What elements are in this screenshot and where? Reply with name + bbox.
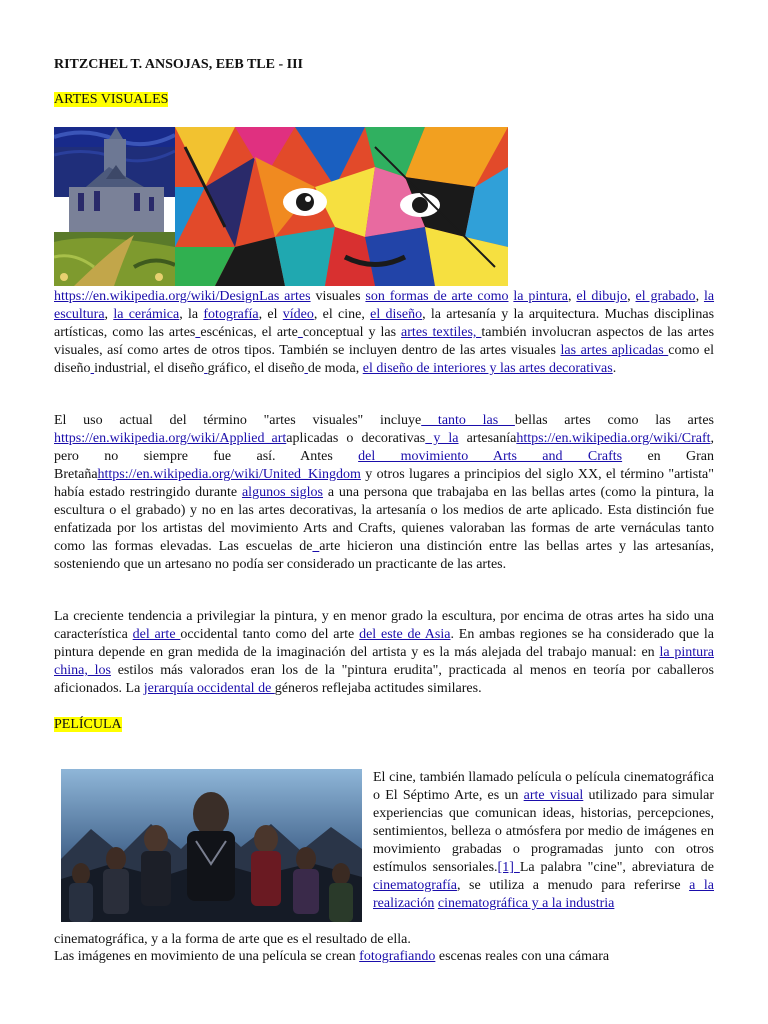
- text-span: La palabra "cine", abreviatura de: [519, 860, 714, 875]
- link-united-kingdom-url[interactable]: https://en.wikipedia.org/wiki/United_Kingdom: [97, 467, 361, 482]
- link-el-dibujo[interactable]: el dibujo: [576, 289, 628, 304]
- text-span: ,: [695, 289, 704, 304]
- link-las-artes[interactable]: Las artes: [259, 289, 311, 304]
- text-span: .: [612, 361, 617, 376]
- link-movimiento-arts-crafts[interactable]: del movimiento Arts and Crafts: [358, 449, 623, 464]
- link-la-pintura[interactable]: la pintura: [513, 289, 568, 304]
- text-span: a una persona que trabajaba en las bellas artes (como la pintura, la escultura o el grabado) y no en las artes decorativas, la artesanía o los medios de arte aplicado. Esta distinción fue enfatizada por los artistas del movimiento Arts and Crafts, quienes valoraban las formas de arte vernáculas tanto como las formas elevadas. Las escuelas de: [54, 485, 715, 554]
- link-artes-aplicadas[interactable]: las artes aplicadas: [560, 343, 669, 358]
- section-title-text: PELÍCULA: [54, 717, 122, 732]
- text-span: de moda,: [307, 361, 363, 376]
- paragraph-pelicula-continued: [54, 931, 714, 949]
- text-span: y otros lugares a principios del siglo XX, el término "artista" había estado restringido durante: [54, 467, 714, 500]
- link-son-formas[interactable]: son formas de arte como: [365, 289, 509, 304]
- link-el-diseno[interactable]: el diseño: [370, 307, 423, 322]
- text-span: aplicadas o decorativas: [286, 431, 426, 446]
- link-del-arte[interactable]: del arte: [132, 627, 181, 642]
- link-fotografia[interactable]: fotografía: [203, 307, 259, 322]
- link-la[interactable]: la: [703, 289, 715, 304]
- text-span: industrial, el diseño: [94, 361, 205, 376]
- text-span: arte hicieron una distinción entre las bellas artes y las artesanías, sosteniendo que un artesano no podía ser considerado un practicante de las artes.: [54, 539, 714, 572]
- link-la-ceramica[interactable]: la cerámica: [113, 307, 180, 322]
- section-title-artes-visuales: [54, 91, 714, 109]
- text-span: El uso actual del término "artes visuales" incluye: [54, 413, 422, 428]
- text-span: conceptual y las: [302, 325, 402, 340]
- link-jerarquia-occidental[interactable]: jerarquía occidental de: [143, 681, 275, 696]
- author-heading: RITZCHEL T. ANSOJAS, EEB TLE - III: [54, 57, 303, 72]
- text-span: ,: [104, 307, 114, 322]
- text-span: como el diseño: [54, 343, 715, 376]
- link-cinematografia[interactable]: cinematografía: [373, 878, 457, 893]
- text-span: , el cine,: [313, 307, 371, 322]
- link-arte-visual[interactable]: arte visual: [523, 788, 584, 803]
- text-span: Las imágenes en movimiento de una película se crean: [54, 949, 360, 964]
- text-span: escenas reales con una cámara: [435, 949, 610, 964]
- section-title-pelicula: [54, 716, 714, 734]
- text-span: artesanía: [458, 431, 517, 446]
- text-span: en Gran Bretaña: [54, 449, 715, 482]
- text-span: utilizado para simular experiencias que comunican ideas, historias, percepciones, sentimientos, belleza o atmósfera por medio de imágenes en movimiento grabadas o programadas junto con otros estímulos sensoriales.: [373, 788, 714, 875]
- link-diseno-interiores[interactable]: el diseño de interiores y las artes decorativas: [362, 361, 613, 376]
- link-reference-1[interactable]: [1]: [497, 860, 520, 875]
- text-span: también involucran aspectos de las artes visuales, así como artes de otros tipos. También se incluyen dentro de las artes visuales: [54, 325, 715, 358]
- text-span: , la: [179, 307, 204, 322]
- paragraph-artes-visuales-2: [54, 412, 714, 574]
- text-span: gráfico, el diseño: [207, 361, 305, 376]
- text-span: . En ambas regiones se ha considerado que la pintura depende en gran medida de la imaginación del artista y es la más alejada del trabajo manual: en: [54, 627, 714, 660]
- text-span: La creciente tendencia a privilegiar la pintura, y en menor grado la escultura, por encima de otras artes ha sido una característica: [54, 609, 714, 642]
- text-span: , pero no siempre fue así. Antes: [54, 431, 715, 464]
- text-span: visuales: [310, 289, 366, 304]
- link-design-url[interactable]: https://en.wikipedia.org/wiki/Design: [54, 289, 260, 304]
- geometric-art-image: [175, 127, 508, 286]
- link-craft-url[interactable]: https://en.wikipedia.org/wiki/Craft: [516, 431, 711, 446]
- paragraph-pelicula-2: [54, 948, 714, 966]
- section-title-text: ARTES VISUALES: [54, 92, 169, 107]
- text-span: cinematográfica, y a la forma de arte que es el resultado de ella.: [54, 932, 411, 947]
- text-span: , se utiliza a menudo para referirse: [456, 878, 690, 893]
- text-span: El cine, también llamado película o película cinematográfica o El Séptimo Arte, es un: [373, 770, 714, 803]
- link-tanto-las[interactable]: tanto las: [421, 413, 515, 428]
- text-span: escénicas, el arte: [200, 325, 298, 340]
- paragraph-artes-visuales-3: [54, 608, 714, 698]
- text-span: bellas artes como las artes: [514, 413, 714, 428]
- link-algunos-siglos[interactable]: algunos siglos: [241, 485, 324, 500]
- link-pintura-china[interactable]: la pintura china, los: [54, 645, 714, 678]
- link-este-de-asia[interactable]: del este de Asia: [359, 627, 451, 642]
- text-span: , el: [258, 307, 283, 322]
- paragraph-pelicula-wrap: [373, 769, 714, 913]
- link-applied-art-url[interactable]: https://en.wikipedia.org/wiki/Applied_art: [54, 431, 287, 446]
- text-span: ,: [568, 289, 577, 304]
- text-span: estilos más valorados eran los de la "pintura erudita", practicada al menos en teoría por caballeros aficionados. La: [54, 663, 714, 696]
- text-span: , la artesanía y la arquitectura. Muchas disciplinas artísticas, como las artes: [54, 307, 715, 340]
- link-artes-textiles[interactable]: artes textiles,: [401, 325, 482, 340]
- link-y-la[interactable]: y la: [425, 431, 459, 446]
- text-span: ,: [627, 289, 636, 304]
- link-video[interactable]: vídeo: [282, 307, 314, 322]
- paragraph-artes-visuales-1: [54, 288, 714, 378]
- text-span: occidental tanto como del arte: [180, 627, 360, 642]
- link-el-grabado[interactable]: el grabado: [635, 289, 696, 304]
- link-a-la-realizacion[interactable]: a la realización: [373, 878, 714, 911]
- church-painting-image: [54, 127, 175, 286]
- link-fotografiando[interactable]: fotografiando: [359, 949, 436, 964]
- link-escultura[interactable]: escultura: [54, 307, 105, 322]
- movie-poster-image: [61, 769, 362, 922]
- link-industria-cinematografica[interactable]: cinematográfica y a la industria: [437, 896, 615, 911]
- text-span: géneros reflejaba actitudes similares.: [274, 681, 482, 696]
